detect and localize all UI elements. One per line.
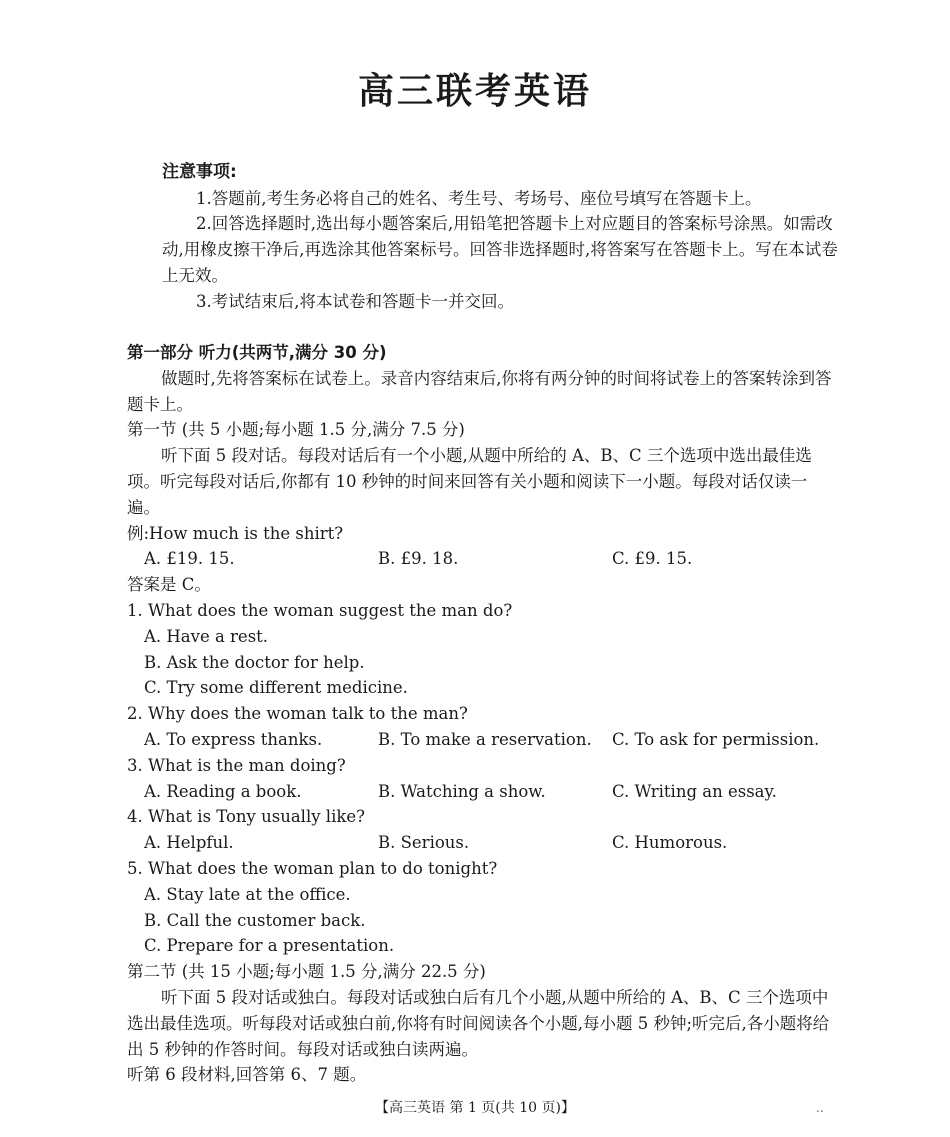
option: A. Have a rest. [144,626,269,646]
notice-item: 1.答题前,考生务必将自己的姓名、考生号、考场号、座位号填写在答题卡上。 [196,188,762,208]
notice-heading: 注意事项: [162,162,237,182]
page-title: 高三联考英语 [357,71,592,112]
option: A. Helpful. [144,833,234,853]
option: A. £19. 15. [144,549,235,569]
option: C. Try some different medicine. [144,678,408,698]
part-heading: 第一部分 听力(共两节,满分 30 分) [127,343,387,362]
section-intro: 听下面 5 段对话或独白。每段对话或独白后有几个小题,从题中所给的 A、B、C 三个选项中选出最佳选项。听每段对话或独白前,你将有时间阅读各个小题,每小题 5 秒钟;听完后,各小题将给出 5 秒钟的作答时间。每段对话或独白读两遍。 [127,987,830,1059]
option: B. To make a reservation. [378,729,592,749]
question: 1. What does the woman suggest the man do? [127,600,513,620]
option: A. To express thanks. [144,729,323,749]
listening-section [127,340,837,1088]
option: B. Watching a show. [378,781,546,801]
footer-mark: .. [816,1101,824,1115]
page-footer: 【高三英语 第 1 页(共 10 页)】 [375,1100,575,1116]
notice-item: 3.考试结束后,将本试卷和答题卡一并交回。 [196,291,514,311]
example-question: 例:How much is the shirt? [127,523,344,543]
options-row [127,830,837,856]
section-heading: 第二节 (共 15 小题;每小题 1.5 分,满分 22.5 分) [127,962,486,982]
option: C. Writing an essay. [612,781,777,801]
option: B. Serious. [378,833,470,853]
option: A. Reading a book. [144,781,302,801]
question: 2. Why does the woman talk to the man? [127,704,468,724]
part-intro: 做题时,先将答案标在试卷上。录音内容结束后,你将有两分钟的时间将试卷上的答案转涂到答题卡上。 [127,368,832,414]
question: 5. What does the woman plan to do tonight? [127,858,498,878]
option: C. Prepare for a presentation. [144,936,395,956]
options-row [127,727,837,753]
option: A. Stay late at the office. [144,884,351,904]
example-answer: 答案是 C。 [127,575,211,595]
notice-section [162,160,842,314]
options-row [127,779,837,805]
notice-item: 2.回答选择题时,选出每小题答案后,用铅笔把答题卡上对应题目的答案标号涂黑。如需改动,用橡皮擦干净后,再选涂其他答案标号。回答非选择题时,将答案写在答题卡上。写在本试卷上无效。 [162,214,838,285]
option: C. To ask for permission. [612,729,820,749]
section-intro: 听下面 5 段对话。每段对话后有一个小题,从题中所给的 A、B、C 三个选项中选出最佳选项。听完每段对话后,你都有 10 秒钟的时间来回答有关小题和阅读下一小题。每段对话仅读一遍。 [127,446,812,517]
option: B. Ask the doctor for help. [144,652,365,672]
question: 4. What is Tony usually like? [127,807,365,827]
option: C. £9. 15. [612,549,693,569]
material-instruction: 听第 6 段材料,回答第 6、7 题。 [127,1065,367,1085]
section-heading: 第一节 (共 5 小题;每小题 1.5 分,满分 7.5 分) [127,420,465,440]
option: B. £9. 18. [378,549,459,569]
option: C. Humorous. [612,833,728,853]
question: 3. What is the man doing? [127,755,346,775]
option: B. Call the customer back. [144,910,366,930]
example-options [127,546,837,572]
